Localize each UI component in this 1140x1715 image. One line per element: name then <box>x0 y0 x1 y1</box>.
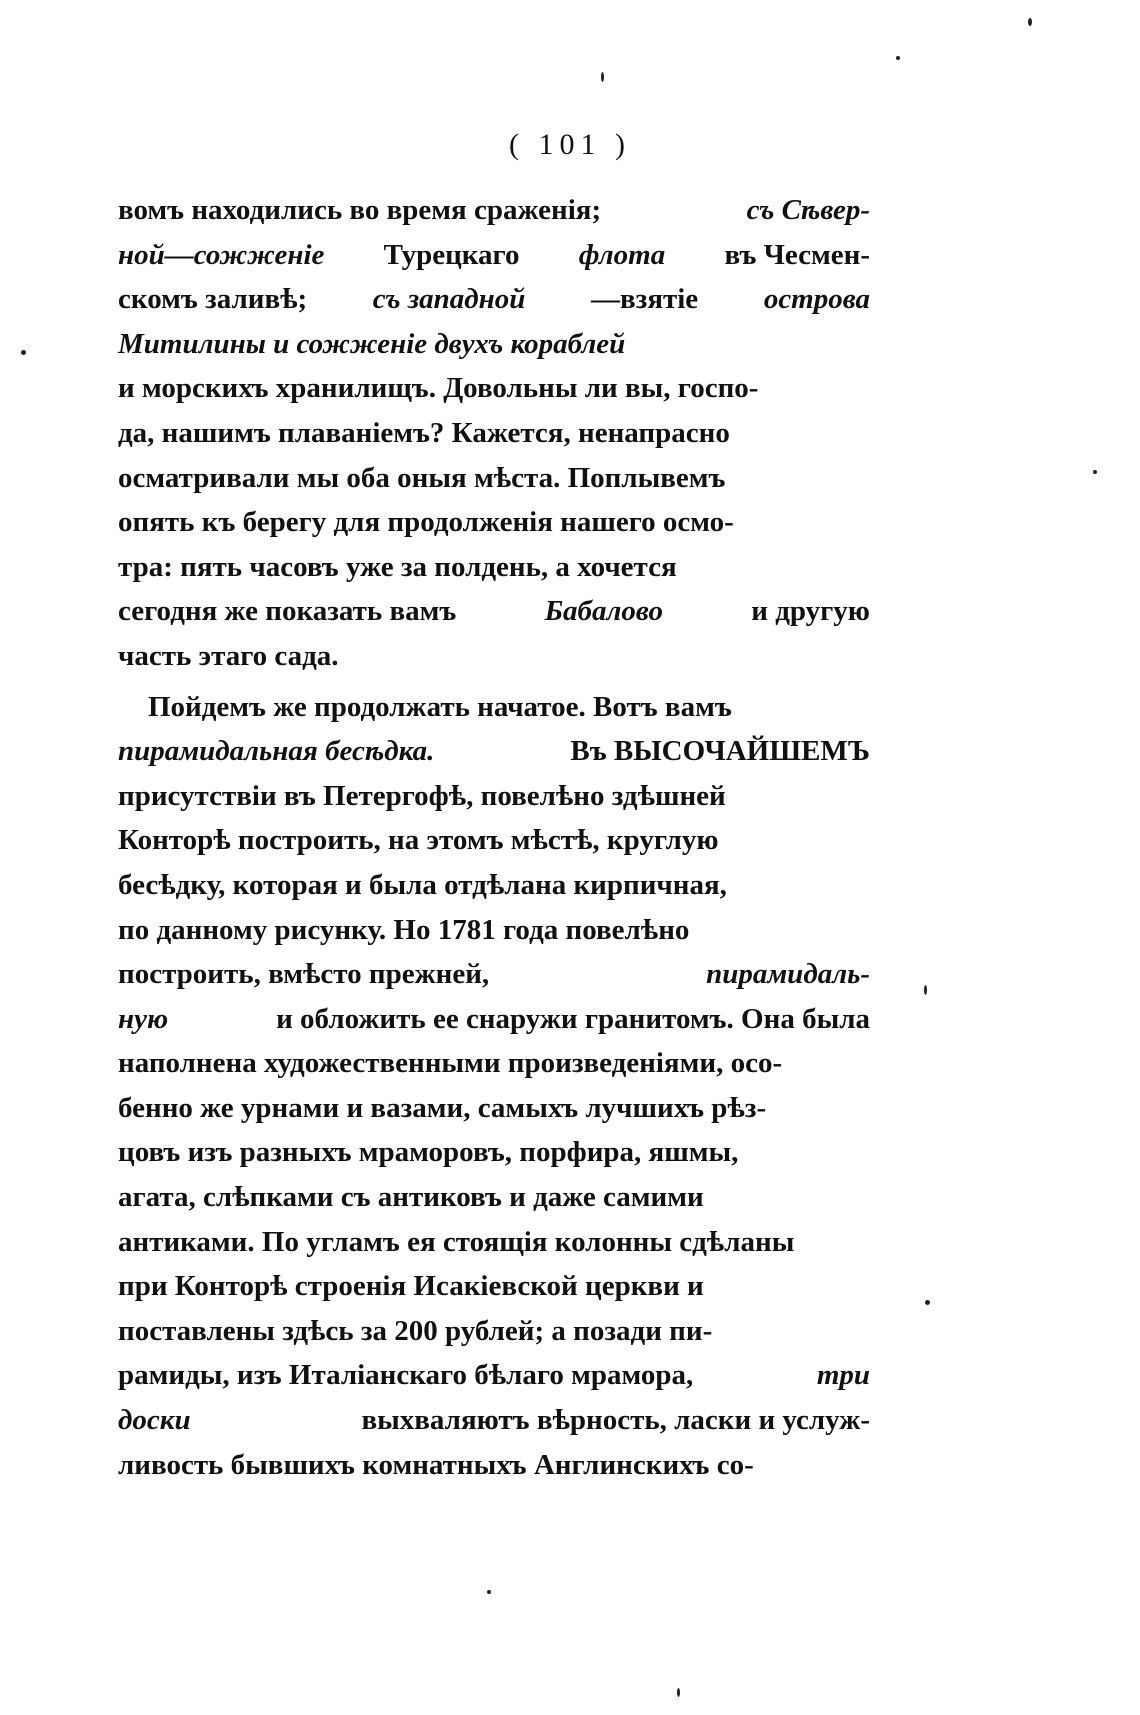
text-segment: тра: пять часовъ уже за полдень, а хочется <box>118 550 677 583</box>
italic-text: Митилины и сожженіе двухъ кораблей <box>118 327 626 360</box>
text-segment: Въ ВЫСОЧАЙШЕМЪ <box>570 735 870 768</box>
text-line <box>118 818 870 863</box>
text-segment: выхваляютъ вѣрность, ласки и услуж- <box>361 1404 870 1437</box>
italic-text: три <box>816 1359 870 1392</box>
italic-text: флота <box>578 238 666 271</box>
text-segment: поставлены здѣсь за 200 рублей; а позади пи- <box>118 1314 713 1347</box>
italic-text: съ Сѣвер- <box>746 194 870 226</box>
text-line <box>118 1443 870 1488</box>
scan-speck <box>21 350 26 355</box>
italic-text: съ западной <box>372 283 526 316</box>
text-line <box>118 952 870 997</box>
text-line <box>118 366 870 411</box>
text-segment: построить, вмѣсто прежней, <box>118 958 490 991</box>
text-segment: вомъ находились во время сраженія; <box>118 194 602 226</box>
text-segment: по данному рисунку. Но 1781 года повелѣно <box>118 913 690 946</box>
italic-text: ную <box>118 1002 169 1035</box>
paragraph <box>118 188 870 679</box>
text-line <box>118 774 870 819</box>
scan-speck <box>924 985 927 995</box>
text-line <box>118 411 870 456</box>
text-line <box>118 685 870 730</box>
text-line <box>118 500 870 545</box>
text-segment: антиками. По угламъ ея стоящія колонны сдѣланы <box>118 1225 795 1258</box>
text-line <box>118 233 870 278</box>
text-line <box>118 188 870 233</box>
text-segment: цовъ изъ разныхъ мраморовъ, порфира, яшмы, <box>118 1136 739 1169</box>
text-segment: сегодня же показать вамъ <box>118 595 457 628</box>
text-segment: бесѣдку, которая и была отдѣлана кирпичная, <box>118 868 727 901</box>
text-segment: рамиды, изъ Италіанскаго бѣлаго мрамора, <box>118 1359 694 1392</box>
scan-speck <box>601 72 604 82</box>
scan-speck <box>1028 18 1032 26</box>
text-line <box>118 1041 870 1086</box>
text-line <box>118 322 870 367</box>
text-segment: Пойдемъ же продолжать начатое. Вотъ вамъ <box>148 690 732 723</box>
text-line <box>118 997 870 1042</box>
text-line <box>118 1309 870 1354</box>
scan-speck <box>925 1300 930 1305</box>
text-line <box>118 589 870 634</box>
text-segment: агата, слѣпками съ антиковъ и даже самими <box>118 1181 704 1214</box>
text-segment: и другую <box>751 595 870 628</box>
text-segment: и морскихъ хранилищъ. Довольны ли вы, госпо- <box>118 372 759 405</box>
text-line <box>118 1264 870 1309</box>
scan-speck <box>1093 470 1097 474</box>
text-segment: скомъ заливѣ; <box>118 283 308 316</box>
text-segment: при Конторѣ строенія Исакіевской церкви и <box>118 1270 704 1303</box>
text-segment: и обложить ее снаружи гранитомъ. Она была <box>276 1002 870 1035</box>
text-segment: да, нашимъ плаваніемъ? Кажется, ненапрасно <box>118 416 730 449</box>
scan-speck <box>896 56 900 60</box>
text-segment: часть этаго сада. <box>118 639 339 672</box>
italic-text: пирамидальная бесѣдка. <box>118 735 435 768</box>
text-segment: опять къ берегу для продолженія нашего осмо- <box>118 506 734 539</box>
italic-text: пирамидаль- <box>706 958 870 991</box>
text-segment: осматривали мы оба оныя мѣста. Поплывемъ <box>118 461 726 494</box>
italic-text: доски <box>118 1404 191 1437</box>
text-line <box>118 1086 870 1131</box>
paragraph <box>118 685 870 1488</box>
body-text <box>118 188 870 1487</box>
page-number: ( 101 ) <box>509 128 631 161</box>
text-line <box>118 456 870 501</box>
text-line <box>118 545 870 590</box>
italic-text: Бабалово <box>544 595 663 628</box>
text-line <box>118 1220 870 1265</box>
text-segment: бенно же урнами и вазами, самыхъ лучшихъ рѣз- <box>118 1091 767 1124</box>
text-segment: присутствіи въ Петергофѣ, повелѣно здѣшней <box>118 779 726 812</box>
text-line <box>118 634 870 679</box>
text-line <box>118 1398 870 1443</box>
text-segment: —взятіе <box>591 283 699 316</box>
scan-speck <box>487 1590 491 1594</box>
text-line <box>118 277 870 322</box>
text-segment: ливость бывшихъ комнатныхъ Англинскихъ со- <box>118 1448 754 1481</box>
text-line <box>118 1353 870 1398</box>
text-line <box>118 908 870 953</box>
italic-text: острова <box>763 283 870 316</box>
italic-text: ной—сожженіе <box>118 238 325 271</box>
text-segment: Конторѣ построить, на этомъ мѣстѣ, круглую <box>118 824 719 857</box>
scan-speck <box>677 1688 680 1697</box>
text-line <box>118 1175 870 1220</box>
text-line <box>118 729 870 774</box>
text-line <box>118 863 870 908</box>
text-segment: въ Чесмен- <box>724 238 870 271</box>
text-line <box>118 1130 870 1175</box>
text-segment: наполнена художественными произведеніями, осо- <box>118 1047 783 1080</box>
text-segment: Турецкаго <box>383 238 520 271</box>
